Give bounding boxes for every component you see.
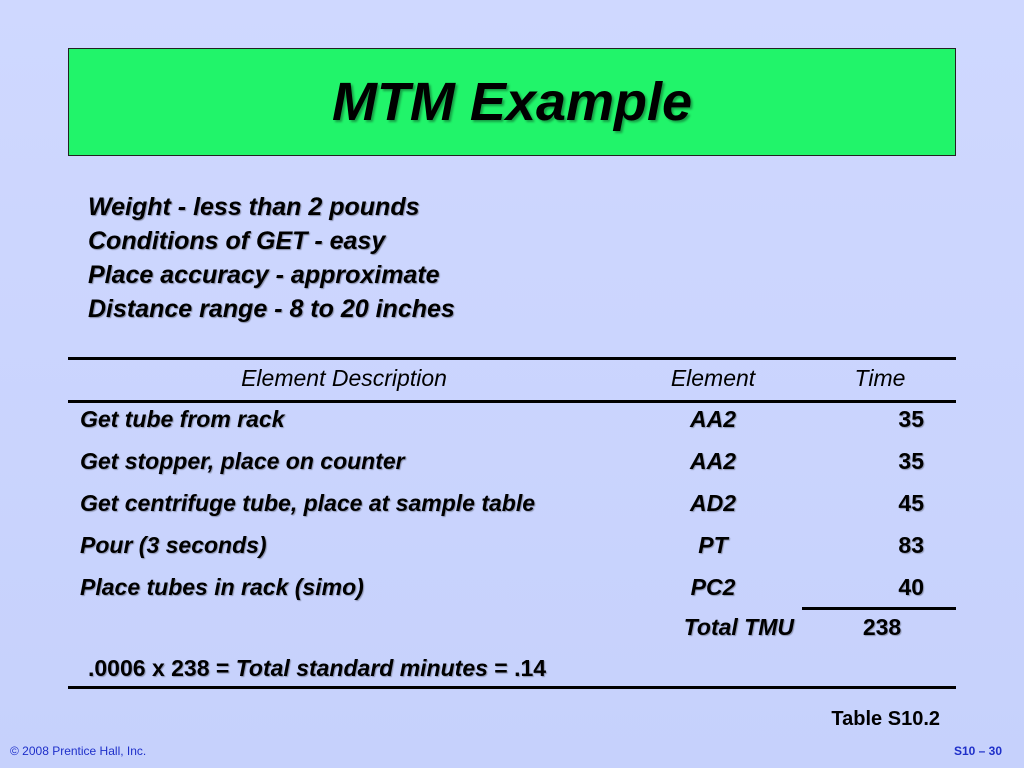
slide-title: MTM Example [331, 72, 693, 132]
row-time: 45 [898, 490, 924, 516]
condition-weight: Weight - less than 2 pounds [88, 193, 420, 221]
table-row [68, 445, 956, 487]
row-element: AA2 [689, 448, 736, 474]
row-description: Get tube from rack [80, 406, 285, 432]
total-row [68, 611, 956, 647]
header-element: Element [670, 365, 756, 391]
copyright-footer: © 2008 Prentice Hall, Inc. [10, 744, 147, 758]
standard-minutes-formula [88, 652, 546, 684]
table-row [68, 403, 956, 445]
row-time: 40 [898, 574, 924, 600]
condition-get: Conditions of GET - easy [88, 227, 386, 255]
row-time: 35 [898, 406, 924, 432]
header-element-description: Element Description [241, 365, 447, 391]
total-tmu-value: 238 [862, 614, 902, 640]
condition-distance: Distance range - 8 to 20 inches [88, 295, 455, 323]
table-caption: Table S10.2 [831, 708, 940, 730]
table-row [68, 487, 956, 529]
row-description: Get stopper, place on counter [80, 448, 405, 474]
row-time: 83 [898, 532, 924, 558]
title-banner [68, 48, 956, 156]
table-row [68, 529, 956, 571]
conditions-list [88, 190, 688, 326]
condition-place-accuracy: Place accuracy - approximate [88, 261, 440, 289]
row-description: Pour (3 seconds) [80, 532, 267, 558]
table-bottom-rule [68, 686, 956, 689]
formula-label: Total standard minutes [235, 655, 488, 681]
table-body [68, 403, 956, 613]
header-time: Time [854, 365, 906, 391]
formula-result: = .14 [487, 655, 547, 681]
formula-prefix: .0006 x 238 = [88, 655, 236, 681]
row-element: PC2 [690, 574, 736, 600]
row-element: PT [698, 532, 728, 558]
table-header-row [68, 362, 956, 398]
row-description: Get centrifuge tube, place at sample table [80, 490, 536, 516]
total-rule [802, 607, 956, 610]
slide-number: S10 – 30 [953, 744, 1002, 758]
total-tmu-label: Total TMU [683, 614, 794, 640]
row-element: AD2 [689, 490, 736, 516]
table-top-rule [68, 357, 956, 360]
row-element: AA2 [689, 406, 736, 432]
row-time: 35 [898, 448, 924, 474]
row-description: Place tubes in rack (simo) [80, 574, 364, 600]
